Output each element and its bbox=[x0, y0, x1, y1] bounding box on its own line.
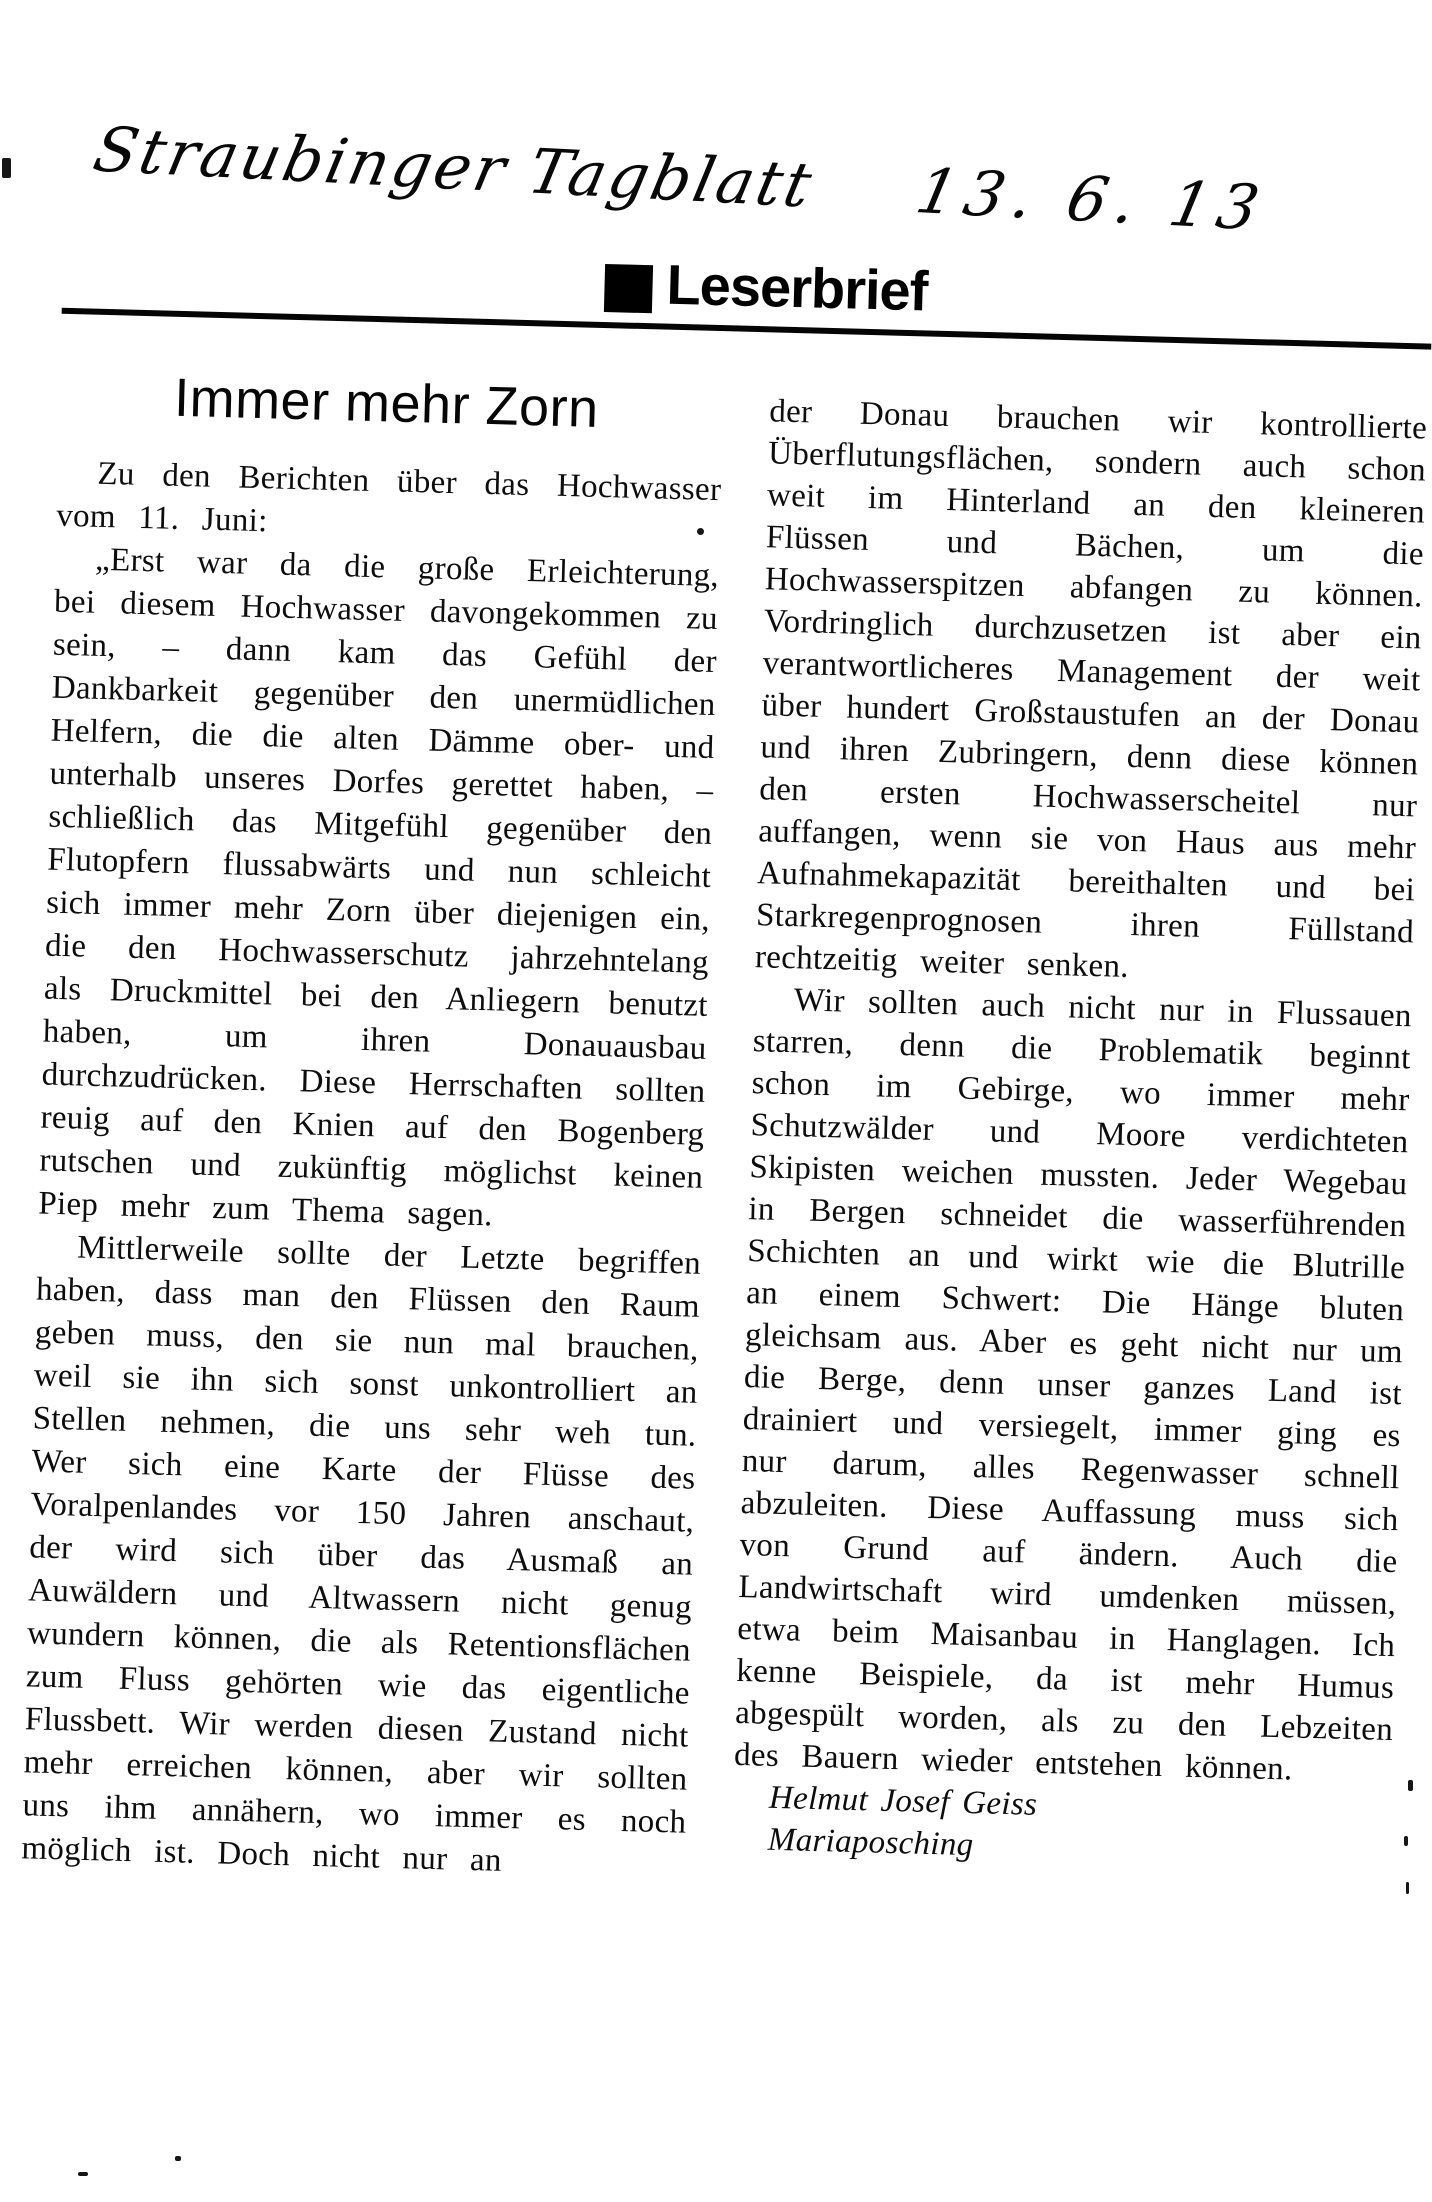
scan-speck bbox=[175, 2156, 181, 2161]
handwritten-source-title: Straubinger Tagblatt bbox=[87, 112, 821, 222]
scan-speck bbox=[78, 2172, 88, 2176]
article-column-right bbox=[731, 390, 1427, 1877]
scan-speck bbox=[1406, 1882, 1409, 1894]
section-square-icon bbox=[604, 263, 653, 312]
paragraph-river-space: Mittlerweile sollte der Letzte begriffen haben, dass man den Flüssen den Raum geben muss, den sie nun mal brauchen, weil sie ihn sich sonst unkontrolliert an Stellen nehmen, die uns sehr weh tun. Wer sich eine Karte der Flüsse des Voralpenlandes vor 150 Jahren anschaut, der wird sich über das Ausmaß an Auwäldern und Altwassern nicht genug wundern können, die als Retentionsflächen zum Fluss gehörten wie das eigentliche Flussbett. Wir werden diesen Zustand nicht mehr erreichen können, aber wir sollten uns ihm annähern, wo immer es noch möglich ist. Doch nicht nur an bbox=[20, 1229, 702, 1879]
signature-place: Mariaposching bbox=[767, 1821, 974, 1864]
scan-speck bbox=[697, 528, 704, 535]
paragraph-mountains-drainage: Wir sollten auch nicht nur in Flussauen starren, denn die Problematik beginnt schon im Gebirge, wo immer mehr Schutzwälder und Moore verdichteten Skipisten weichen mussten. Jeder Wegebau in Bergen schneidet die wasserführenden Schichten an und wirkt wie die Blutrille an einem Schwert: Die Hänge bluten gleichsam aus. Aber es geht nicht nur um die Berge, denn unser ganzes Land ist drainiert und versiegelt, immer ging es nur darum, alles Regenwasser schnell abzuleiten. Diese Auffassung muss sich von Grund auf ändern. Auch die Landwirtschaft wird umdenken müssen, etwa beim Maisanbau in Hanglagen. Ich kenne Beispiele, da ist mehr Humus abgespült worden, als zu den Lebzeiten des Bauern wieder entstehen können. bbox=[733, 982, 1413, 1788]
paragraph-relief-anger: „Erst war da die große Erleichterung, bei diesem Hochwasser davongekommen zu sein, – dann kam das Gefühl der Dankbarkeit gegenüber den unermüdlichen Helfern, die die alten Dämme ober- und unterhalb unseres Dorfes gerettet haben, – schließlich das Mitgefühl gegenüber den Flutopfern flussabwärts und nun schleicht sich immer mehr Zorn über diejenigen ein, die den Hochwasserschutz jahrzehntelang als Druckmittel bei den Anliegern benutzt haben, um ihren Donauausbau durchzudrücken. Diese Herrschaften sollten reuig auf den Knien auf den Bogenberg rutschen und zukünftig möglichst keinen Piep mehr zum Thema sagen. bbox=[37, 541, 720, 1234]
scan-speck bbox=[1404, 1836, 1408, 1846]
signature-name: Helmut Josef Geiss bbox=[768, 1779, 1038, 1823]
handwritten-date: 13. 6. 13 bbox=[910, 154, 1274, 245]
paragraph-danube-continuation: der Donau brauchen wir kontrollierte Überflutungsflächen, sondern auch schon weit im Hinterland an den kleineren Flüssen und Bächen, um die Hochwasserspitzen abfangen zu können. Vordringlich durchzusetzen ist aber ein verantwortlicheres Management der weit über hundert Großstaustufen an der Donau und ihren Zubringern, denn diese können den ersten Hochwasserscheitel nur auffangen, wenn sie von Haus aus mehr Aufnahmekapazität bereithalten und bei Starkregenprognosen ihren Füllstand rechtzeitig weiter senken. bbox=[754, 393, 1428, 985]
article-column-left bbox=[21, 452, 722, 1888]
scan-speck bbox=[1408, 1780, 1413, 1791]
handwritten-annotation bbox=[88, 113, 1273, 245]
scan-speck bbox=[2, 158, 11, 178]
section-header bbox=[604, 250, 928, 323]
paragraph-intro: Zu den Berichten über das Hochwasser vom 11. Juni: bbox=[55, 455, 722, 540]
section-label: Leserbrief bbox=[665, 252, 929, 323]
article-title: Immer mehr Zorn bbox=[173, 367, 600, 439]
